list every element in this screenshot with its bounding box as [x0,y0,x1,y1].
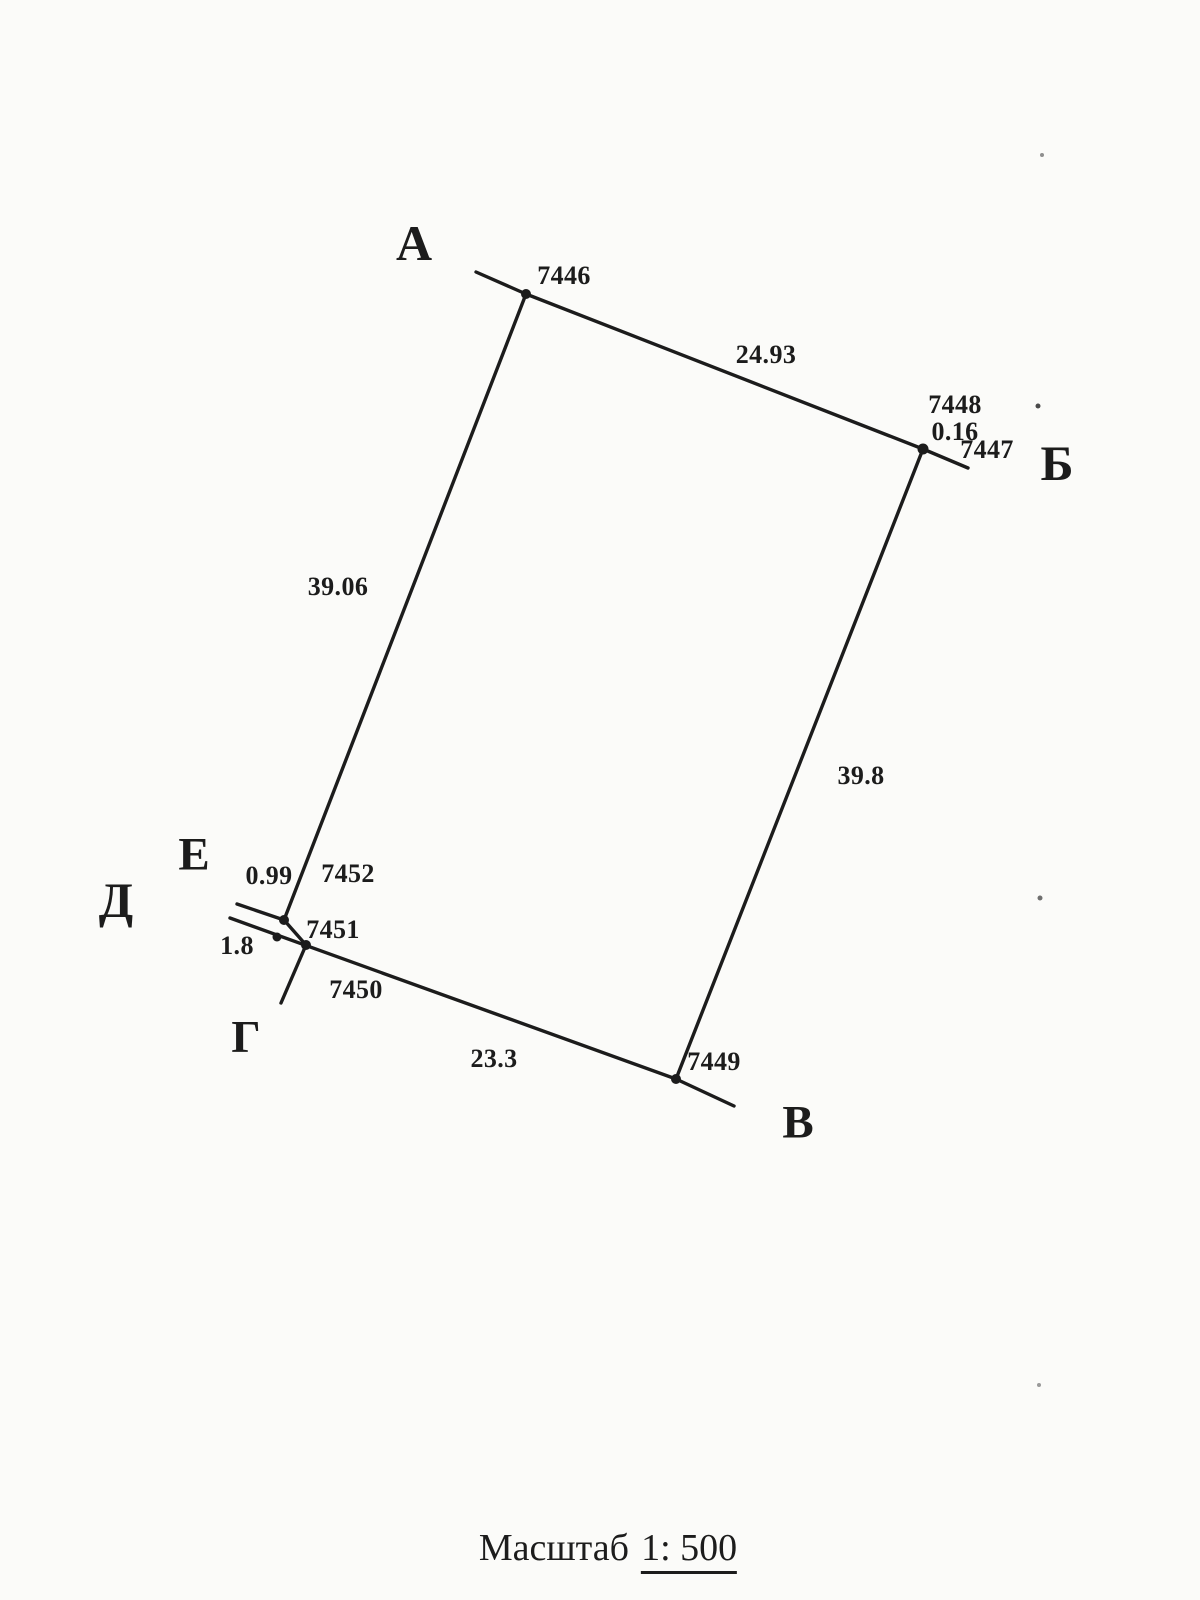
point-label-7452: 7452 [321,859,375,888]
point-label-7449: 7449 [687,1047,741,1076]
scale-caption-word: Масштаб [478,1527,629,1569]
point-label-7450: 7450 [329,975,383,1004]
measure-side-ag: 39.06 [307,572,369,601]
point-label-7451: 7451 [306,915,360,944]
point-label-7448: 7448 [928,390,982,419]
corner-letter-g: Г [231,1011,261,1062]
measure-offset-b: 0.16 [931,417,979,446]
corner-letter-d: Д [98,872,134,928]
corner-letter-v: В [782,1096,814,1149]
measure-side-bv: 39.8 [837,761,885,790]
corner-letter-a: А [395,215,433,271]
measure-offset-e: 0.99 [245,861,293,890]
corner-letter-b: Б [1040,435,1074,491]
measure-offset-d: 1.8 [220,931,254,960]
point-label-7447: 7447 [960,435,1014,464]
corner-letter-e: Е [178,828,210,881]
measure-side-gv: 23.3 [470,1044,518,1073]
scale-caption-value: 1: 500 [641,1527,737,1574]
measure-side-ab: 24.93 [735,340,797,369]
scale-caption [479,1526,737,1570]
point-label-7446: 7446 [537,261,591,290]
